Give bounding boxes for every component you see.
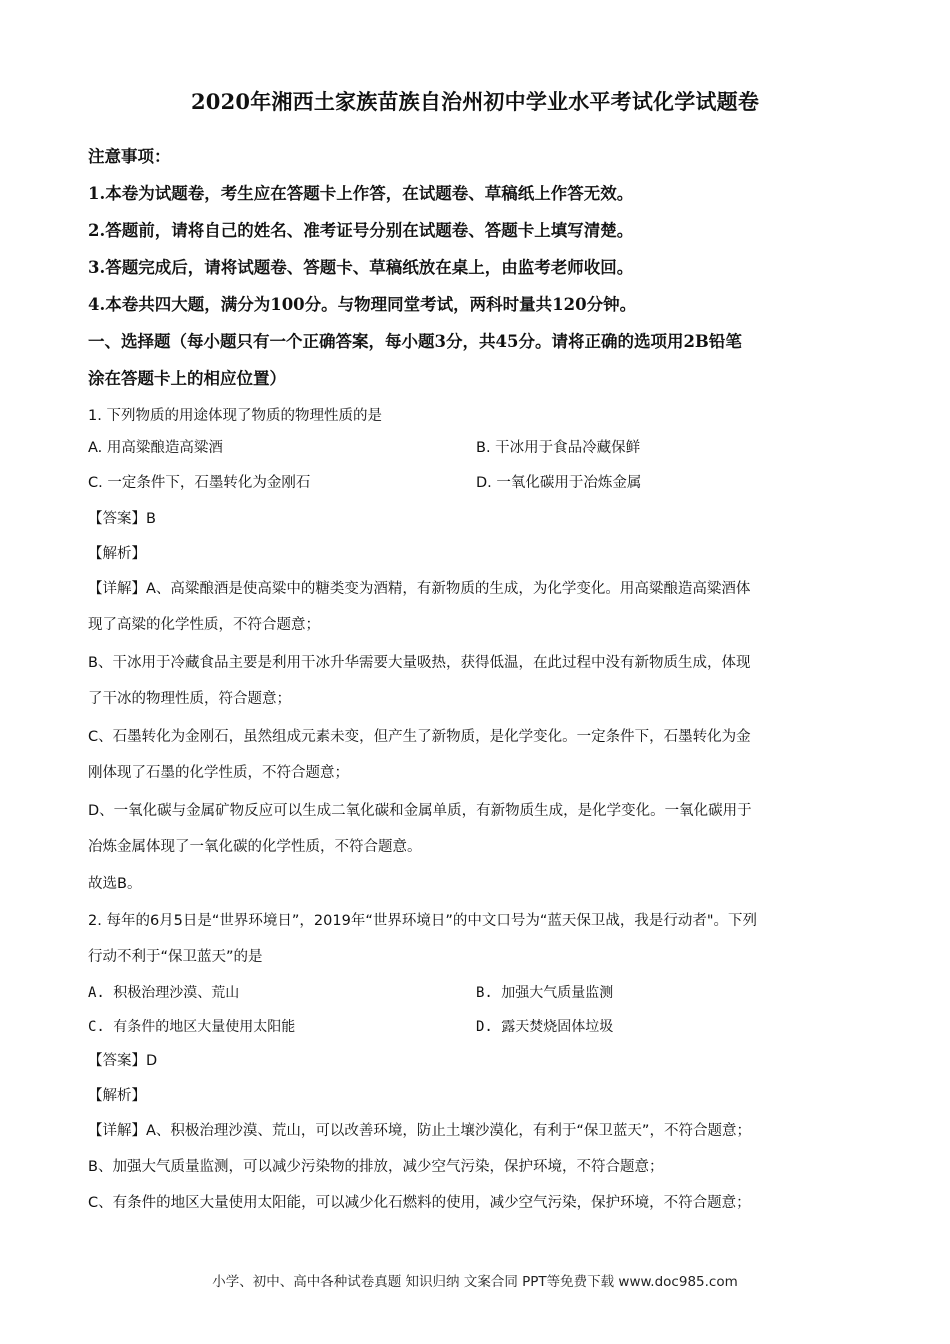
q2-option-c: C. 有条件的地区大量使用太阳能 xyxy=(88,1019,296,1035)
q2-stem-line2: 行动不利于“保卫蓝天”的是 xyxy=(88,949,263,965)
q2-detail-line: C、有条件的地区大量使用太阳能，可以减少化石燃料的使用，减少空气污染，保护环境，不符合题意； xyxy=(88,1195,751,1211)
q1-detail-line: 刚体现了石墨的化学性质，不符合题意； xyxy=(88,765,349,781)
q2-analysis-label: 【解析】 xyxy=(88,1088,146,1104)
q1-option-d: D. 一氧化碳用于冶炼金属 xyxy=(476,475,642,491)
q1-stem: 1. 下列物质的用途体现了物质的物理性质的是 xyxy=(88,408,382,424)
q1-detail-line: 冶炼金属体现了一氧化碳的化学性质，不符合题意。 xyxy=(88,839,422,855)
q1-answer: 【答案】B xyxy=(88,511,156,527)
q2-option-b: B. 加强大气质量监测 xyxy=(476,985,614,1001)
q2-detail-line: B、加强大气质量监测，可以减少污染物的排放，减少空气污染，保护环境，不符合题意； xyxy=(88,1159,664,1175)
notice-item-1: 1.本卷为试题卷，考生应在答题卡上作答，在试题卷、草稿纸上作答无效。 xyxy=(88,184,634,203)
notice-heading: 注意事项： xyxy=(88,147,171,166)
q2-stem-line1: 2. 每年的6月5日是“世界环境日”，2019年“世界环境日”的中文口号为“蓝天保卫战，我是行动者"。下列 xyxy=(88,913,758,929)
q2-option-a: A. 积极治理沙漠、荒山 xyxy=(88,985,240,1001)
notice-item-4: 4.本卷共四大题，满分为100分。与物理同堂考试，两科时量共120分钟。 xyxy=(88,295,637,314)
page-footer: 小学、初中、高中各种试卷真题 知识归纳 文案合同 PPT等免费下载 www.doc985.com xyxy=(212,1274,738,1290)
q1-detail-line: B、干冰用于冷藏食品主要是利用干冰升华需要大量吸热，获得低温，在此过程中没有新物质生成，体现 xyxy=(88,655,751,671)
q1-detail-line: 现了高粱的化学性质，不符合题意； xyxy=(88,617,320,633)
q1-detail-line: C、石墨转化为金刚石，虽然组成元素未变，但产生了新物质，是化学变化。一定条件下，石墨转化为金 xyxy=(88,729,751,745)
q1-option-b: B. 干冰用于食品冷藏保鲜 xyxy=(476,440,641,456)
q2-option-d: D. 露天焚烧固体垃圾 xyxy=(476,1019,614,1035)
q2-answer: 【答案】D xyxy=(88,1053,158,1069)
q1-option-a: A. 用高粱酿造高粱酒 xyxy=(88,440,223,456)
section-heading-line1: 一、选择题（每小题只有一个正确答案，每小题3分，共45分。请将正确的选项用2B铅笔 xyxy=(88,332,742,351)
notice-item-2: 2.答题前，请将自己的姓名、准考证号分别在试题卷、答题卡上填写清楚。 xyxy=(88,221,634,240)
notice-item-3: 3.答题完成后，请将试题卷、答题卡、草稿纸放在桌上，由监考老师收回。 xyxy=(88,258,634,277)
q1-analysis-label: 【解析】 xyxy=(88,546,146,562)
page-title: 2020年湘西土家族苗族自治州初中学业水平考试化学试题卷 xyxy=(190,89,760,114)
q2-detail-line: 【详解】A、积极治理沙漠、荒山，可以改善环境，防止土壤沙漠化，有利于“保卫蓝天”，不符合题意； xyxy=(88,1123,751,1139)
q1-option-c: C. 一定条件下，石墨转化为金刚石 xyxy=(88,475,311,491)
q1-detail-line: 了干冰的物理性质，符合题意； xyxy=(88,691,291,707)
q1-conclusion: 故选B。 xyxy=(88,876,142,892)
q1-detail-line: 【详解】A、高粱酿酒是使高粱中的糖类变为酒精，有新物质的生成，为化学变化。用高粱酿造高粱酒体 xyxy=(88,581,751,597)
q1-detail-line: D、一氧化碳与金属矿物反应可以生成二氧化碳和金属单质，有新物质生成，是化学变化。一氧化碳用于 xyxy=(88,803,752,819)
section-heading-line2: 涂在答题卡上的相应位置） xyxy=(88,369,286,388)
